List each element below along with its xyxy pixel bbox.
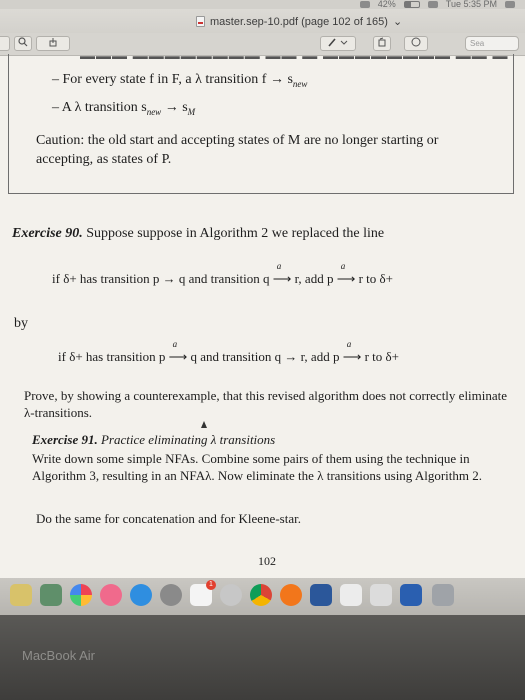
calendar-badge: 1 <box>206 580 216 590</box>
system-preferences-icon[interactable] <box>160 584 182 606</box>
menu-bar <box>0 0 525 9</box>
chevron-down-icon[interactable]: ⌄ <box>392 16 403 28</box>
markup-pen-button[interactable] <box>320 36 356 51</box>
calendar-app-icon[interactable] <box>190 581 213 606</box>
zoom-out-button[interactable] <box>14 36 32 51</box>
exercise-91-heading: Exercise 91. Practice eliminating λ transitions <box>32 432 276 447</box>
page-number: 102 <box>258 554 276 568</box>
exercise-90-heading: Exercise 90. Suppose suppose in Algorithm 2 we replaced the line <box>12 226 385 241</box>
finder-window-icon[interactable] <box>370 584 392 606</box>
sidebar-toggle-button[interactable] <box>0 36 10 51</box>
exercise-91-followup: Do the same for concatenation and for Kleene-star. <box>36 511 301 526</box>
spotlight-icon[interactable] <box>505 1 515 8</box>
rotate-button[interactable] <box>373 36 391 51</box>
wifi-icon[interactable] <box>360 1 370 8</box>
macbook-label: MacBook Air <box>22 648 95 663</box>
flag-icon[interactable] <box>428 1 438 8</box>
annotate-button[interactable] <box>404 36 428 51</box>
exercise-90-task: Prove, by showing a counterexample, that this revised algorithm does not correctly eliminate λ-transitions. <box>24 388 508 420</box>
dock <box>0 578 525 615</box>
replacement-line: if δ+ has transition p a ⟶ q and transition q → r, add p a ⟶ r to δ+ <box>58 339 399 364</box>
magnifier-icon <box>18 37 28 47</box>
bullet-new-start: – A λ transition $s_{new} \to s_M$ <box>52 100 196 117</box>
original-line: if δ+ has transition p → q and transition q a ⟶ r, add p a ⟶ r to δ+ <box>52 261 393 286</box>
battery-percent: 42% <box>377 0 396 9</box>
pdf-document-icon <box>196 16 205 27</box>
battery-icon[interactable] <box>404 1 420 8</box>
document-title[interactable] <box>196 15 402 28</box>
trash-icon[interactable] <box>432 584 454 606</box>
search-input[interactable]: Sea <box>465 36 519 51</box>
chrome-app-icon[interactable] <box>250 584 272 606</box>
pen-icon <box>327 37 349 47</box>
window-title-bar <box>0 9 525 33</box>
share-icon <box>48 37 58 47</box>
markup-circle-icon <box>411 37 421 47</box>
document-window-icon[interactable] <box>340 584 362 606</box>
word-app-icon[interactable] <box>310 584 332 606</box>
mouse-cursor-icon <box>201 421 207 428</box>
firefox-app-icon[interactable] <box>280 584 302 606</box>
pdf-page <box>0 52 525 578</box>
clipped-text-line: ▬▬▬ ▬▬▬▬▬▬▬▬ ▬▬ ▬ ▬▬▬▬▬▬▬▬ ▬▬ ▬ <box>80 52 509 62</box>
window-title: master.sep-10.pdf (page 102 of 165) <box>210 15 388 28</box>
music-app-icon[interactable] <box>100 584 122 606</box>
exercise-91-task: Write down some simple NFAs. Combine some pairs of them using the technique in Algorithm 3, resulting in an NFAλ. Now eliminate the λ transitions using Algorithm 2. <box>32 451 482 483</box>
rotate-icon <box>377 37 387 47</box>
safari-app-icon[interactable] <box>220 584 242 606</box>
app-store-icon[interactable] <box>130 584 152 606</box>
share-button[interactable] <box>36 36 70 51</box>
preview-app-icon[interactable] <box>40 584 62 606</box>
bullet-final-states: – For every state f in F, a λ transition $f \to s_{new}$ <box>52 72 308 89</box>
caution-note: Caution: the old start and accepting states of M are no longer starting or accepting, as states of P. <box>36 133 439 167</box>
notes-app-icon[interactable] <box>10 584 32 606</box>
photos-app-icon[interactable] <box>70 584 92 606</box>
by-label: by <box>14 316 28 331</box>
clock[interactable]: Tue 5:35 PM <box>445 0 497 9</box>
downloads-folder-icon[interactable] <box>400 584 422 606</box>
